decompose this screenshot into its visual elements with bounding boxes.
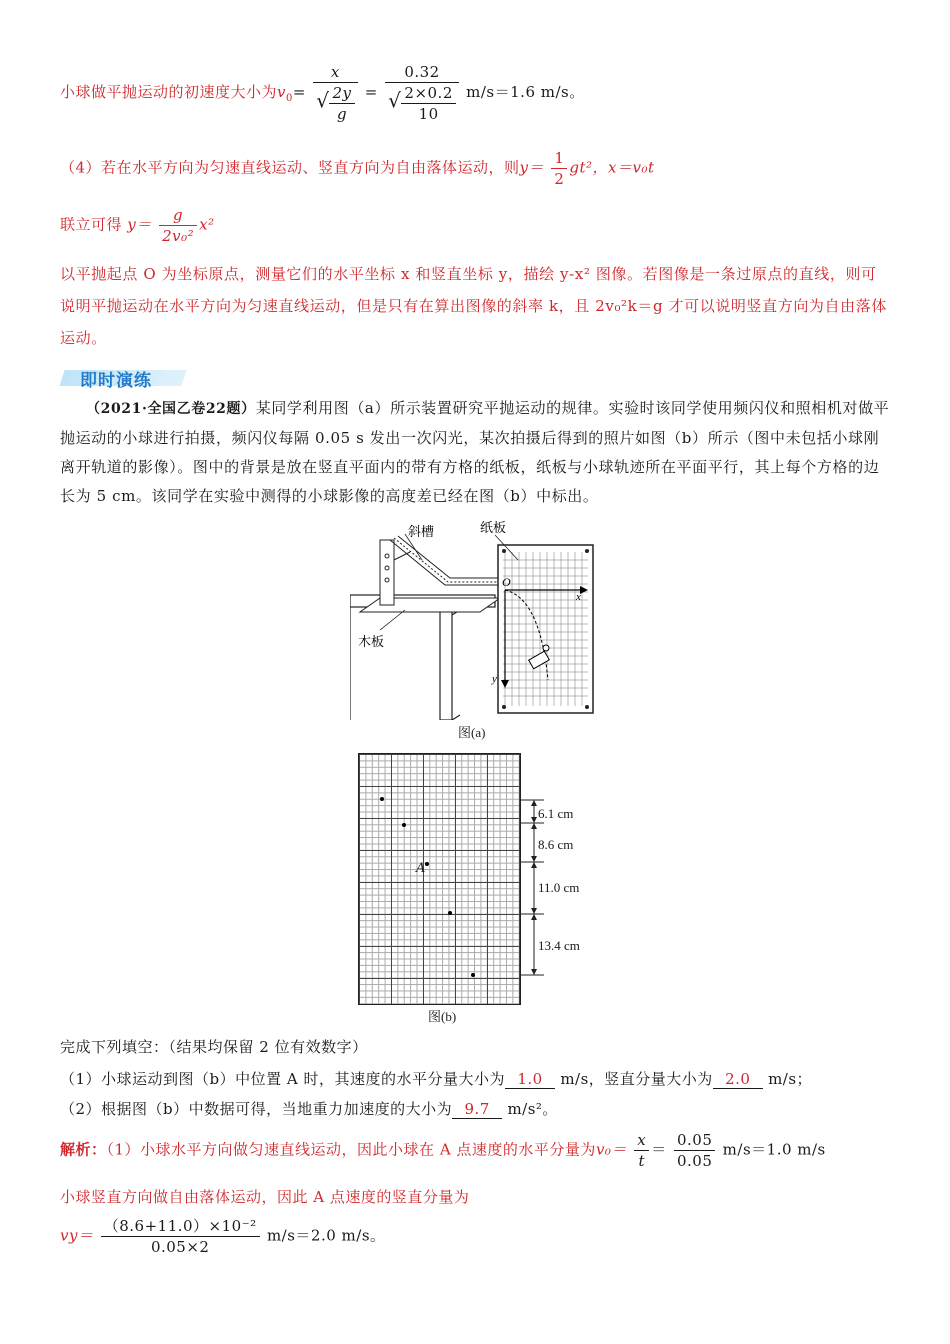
q1-text-c: m/s； bbox=[768, 1070, 813, 1088]
frac-denominator-sqrt-numeric: √ $\frac{2\times 0.2}{10}$ bbox=[385, 83, 459, 124]
label-chute: 斜槽 bbox=[408, 524, 435, 539]
questions-intro: 完成下列填空：（结果均保留 2 位有效数字） bbox=[60, 1038, 368, 1056]
frac-numerator-032: 0.32 bbox=[385, 62, 459, 83]
dim-label-4: 13.4 cm bbox=[538, 938, 580, 953]
v0-label: 小球做平抛运动的初速度大小为 bbox=[60, 83, 278, 101]
q2-answer: 9.7 bbox=[452, 1100, 502, 1119]
analysis-line-2: 小球竖直方向做自由落体运动，因此 A 点速度的竖直分量为 bbox=[60, 1188, 470, 1206]
label-x-axis: x bbox=[576, 591, 581, 603]
q2-text-b: m/s²。 bbox=[507, 1100, 558, 1118]
problem-source: （2021·全国乙卷22题） bbox=[86, 401, 256, 417]
combine-fraction bbox=[159, 205, 197, 246]
section-header-text: 即时演练 bbox=[80, 371, 152, 391]
q1-answer-2: 2.0 bbox=[713, 1070, 763, 1089]
vy-den: 0.05×2 bbox=[150, 1238, 210, 1256]
analysis-frac-numeric bbox=[674, 1130, 715, 1171]
frac-numerator-x: x bbox=[313, 62, 357, 83]
figure-a bbox=[350, 520, 600, 720]
label-wood: 木板 bbox=[358, 634, 385, 649]
question-1 bbox=[60, 1068, 812, 1089]
combine-text: 联立可得 bbox=[60, 215, 123, 234]
frac-005-den: 0.05 bbox=[676, 1152, 713, 1170]
section-header bbox=[62, 366, 184, 390]
sqrt-num-2y: 2y bbox=[329, 83, 354, 104]
figure-a-caption: 图(a) bbox=[458, 725, 486, 740]
q2-text-a: （2）根据图（b）中数据可得，当地重力加速度的大小为 bbox=[60, 1100, 453, 1118]
analysis-line-1 bbox=[60, 1130, 826, 1171]
vy-num: （8.6+11.0）×10⁻² bbox=[101, 1216, 260, 1237]
figure-b-grid bbox=[358, 753, 521, 1005]
dim-label-3: 11.0 cm bbox=[538, 880, 580, 895]
frac-denominator-sqrt: √ $\frac{2y}{g}$ bbox=[313, 83, 357, 124]
v0-subscript: 0 bbox=[286, 93, 293, 104]
part4-x-eq: x＝v₀t bbox=[608, 158, 655, 177]
combine-y-eq: y＝ bbox=[127, 215, 152, 234]
combine-line bbox=[60, 205, 215, 246]
analysis-vy-result: m/s＝2.0 m/s。 bbox=[266, 1226, 386, 1245]
q1-answer-1: 1.0 bbox=[505, 1070, 555, 1089]
half-fraction bbox=[551, 148, 567, 189]
q1-text-b: m/s，竖直分量大小为 bbox=[560, 1070, 713, 1088]
frac-t: t bbox=[638, 1152, 645, 1170]
label-board: 纸板 bbox=[480, 520, 507, 535]
ball-image-A bbox=[425, 862, 429, 866]
figure-b-caption: 图(b) bbox=[428, 1009, 457, 1024]
ball-image-2 bbox=[402, 823, 406, 827]
label-origin: O bbox=[502, 575, 511, 589]
part4-y-eq: y＝ bbox=[519, 158, 545, 177]
problem-paragraph bbox=[60, 394, 892, 511]
v0-symbol: v bbox=[277, 83, 286, 101]
v0-result: m/s＝1.6 m/s。 bbox=[466, 83, 585, 101]
combine-tail: x² bbox=[199, 215, 215, 234]
ball-image-5 bbox=[471, 973, 475, 977]
question-2 bbox=[60, 1098, 558, 1119]
explain-paragraph: 以平抛起点 O 为坐标原点，测量它们的水平坐标 x 和竖直坐标 y，描绘 y-x² 图像。若图像是一条过原点的直线，则可说明平抛运动在水平方向为匀速直线运动，但是只有在算出图像的斜率 k，且 2v₀²k＝g 才可以说明竖直方向为自由落体运动。 bbox=[60, 265, 887, 347]
fraction-numeric bbox=[385, 62, 459, 124]
analysis-vy-fraction bbox=[101, 1216, 260, 1257]
fraction-x-over-sqrt bbox=[313, 62, 357, 124]
half-den: 2 bbox=[554, 170, 565, 188]
analysis-l1-eq2: ＝ bbox=[651, 1140, 667, 1159]
part4-line bbox=[60, 148, 655, 189]
v0-formula-line bbox=[60, 62, 585, 124]
sqrt-num-2x02: 2×0.2 bbox=[401, 83, 455, 104]
sqrt-den-10: 10 bbox=[418, 105, 439, 123]
ball-image-1 bbox=[380, 797, 384, 801]
combine-num: g bbox=[159, 205, 197, 226]
analysis-frac-xt bbox=[634, 1130, 649, 1171]
analysis-label: 解析： bbox=[60, 1140, 107, 1159]
combine-den: 2v₀² bbox=[162, 227, 195, 245]
problem-text: 某同学利用图（a）所示装置研究平抛运动的规律。实验时该同学使用频闪仪和照相机对做平抛运动的小球进行拍摄，频闪仪每隔 0.05 s 发出一次闪光，某次拍摄后得到的照片如图（b）所示（图中未包括小球刚离开轨道的影像）。图中的背景是放在竖直平面内的带有方格的纸板，纸板与小球轨迹所在平面平行，其上每个方格的边长为 5 cm。该同学在实验中测得的小球影像的高度差已经在图（b）中标出。 bbox=[60, 399, 890, 505]
half-num: 1 bbox=[551, 148, 567, 169]
analysis-line-3 bbox=[60, 1216, 386, 1257]
dim-label-1: 6.1 cm bbox=[538, 806, 574, 821]
q1-text-a: （1）小球运动到图（b）中位置 A 时，其速度的水平分量大小为 bbox=[60, 1070, 506, 1088]
part4-gt2: gt²， bbox=[569, 158, 609, 177]
part4-text: （4）若在水平方向为匀速直线运动、竖直方向为自由落体运动，则 bbox=[60, 158, 520, 177]
label-y-axis: y bbox=[492, 673, 497, 685]
dim-label-2: 8.6 cm bbox=[538, 837, 574, 852]
frac-005-num: 0.05 bbox=[674, 1130, 715, 1151]
equals-2: = bbox=[364, 83, 378, 101]
sqrt-den-g: g bbox=[336, 105, 348, 123]
equals-1: = bbox=[292, 83, 306, 101]
analysis-vy-eq: vy＝ bbox=[60, 1226, 94, 1245]
analysis-l1-eq: v₀＝ bbox=[595, 1140, 627, 1159]
ball-image-4 bbox=[448, 911, 452, 915]
frac-x: x bbox=[634, 1130, 649, 1151]
point-a-label: A bbox=[416, 861, 426, 876]
analysis-l1: （1）小球水平方向做匀速直线运动，因此小球在 A 点速度的水平分量为 bbox=[106, 1140, 596, 1159]
analysis-l1-result: m/s＝1.0 m/s bbox=[722, 1140, 826, 1159]
